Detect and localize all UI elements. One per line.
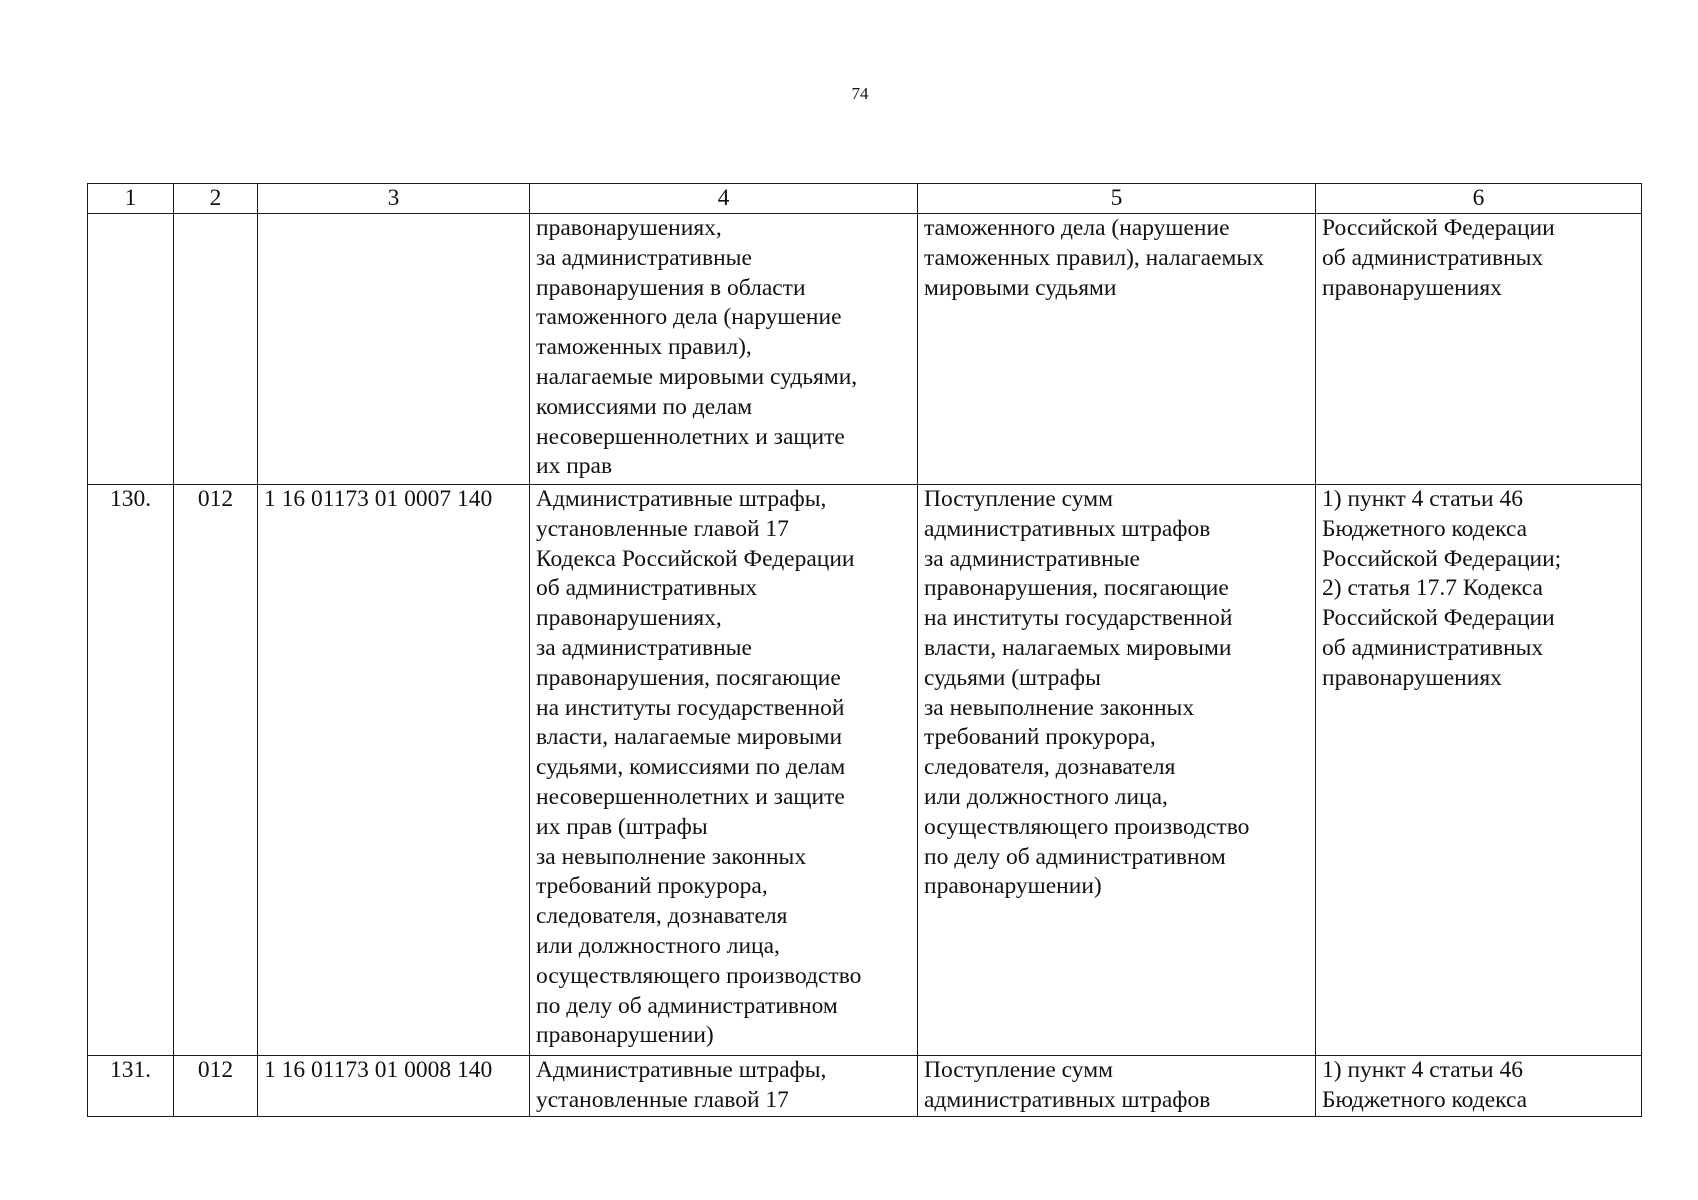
kbk-code-cell [258,214,530,485]
legal-basis-cell: 1) пункт 4 статьи 46 Бюджетного кодекса Российской Федерации; 2) статья 17.7 Кодекса Российской Федерации об административных правонарушениях [1316,485,1642,1056]
description-cell: Административные штрафы, установленные главой 17 Кодекса Российской Федерации об административных правонарушениях, за административные правонарушения, посягающие на институты государственной власти, налагаемые мировыми судьями, комиссиями по делам несовершеннолетних и защите их прав (штрафы за невыполнение законных требований прокурора, следователя, дознавателя или должностного лица, осуществляющего производство по делу об административном правонарушении) [530,485,918,1056]
legal-basis-cell: 1) пункт 4 статьи 46 Бюджетного кодекса [1316,1056,1642,1117]
income-cell: Поступление сумм административных штрафов за административные правонарушения, посягающие на институты государственной власти, налагаемых мировыми судьями (штрафы за невыполнение законных требований прокурора, следователя, дознавателя или должностного лица, осуществляющего производство по делу об административном правонарушении) [918,485,1316,1056]
table-header-row [88,184,1642,214]
header-cell-4: 4 [530,184,918,214]
kbk-code-cell: 1 16 01173 01 0007 140 [258,485,530,1056]
income-cell: Поступление сумм административных штрафов [918,1056,1316,1117]
table-row [88,214,1642,485]
admin-code-cell [174,214,258,485]
budget-classification-table [87,183,1642,1117]
table-row [88,485,1642,1056]
description-cell: Административные штрафы, установленные главой 17 [530,1056,918,1117]
kbk-code-cell: 1 16 01173 01 0008 140 [258,1056,530,1117]
income-cell: таможенного дела (нарушение таможенных правил), налагаемых мировыми судьями [918,214,1316,485]
row-number-cell: 130. [88,485,174,1056]
page-number: 74 [851,84,869,103]
header-cell-2: 2 [174,184,258,214]
header-cell-3: 3 [258,184,530,214]
header-cell-1: 1 [88,184,174,214]
header-cell-5: 5 [918,184,1316,214]
admin-code-cell: 012 [174,1056,258,1117]
header-cell-6: 6 [1316,184,1642,214]
table-row [88,1056,1642,1117]
legal-basis-cell: Российской Федерации об административных правонарушениях [1316,214,1642,485]
row-number-cell: 131. [88,1056,174,1117]
description-cell: правонарушениях, за административные правонарушения в области таможенного дела (нарушение таможенных правил), налагаемые мировыми судьями, комиссиями по делам несовершеннолетних и защите их прав [530,214,918,485]
admin-code-cell: 012 [174,485,258,1056]
row-number-cell [88,214,174,485]
